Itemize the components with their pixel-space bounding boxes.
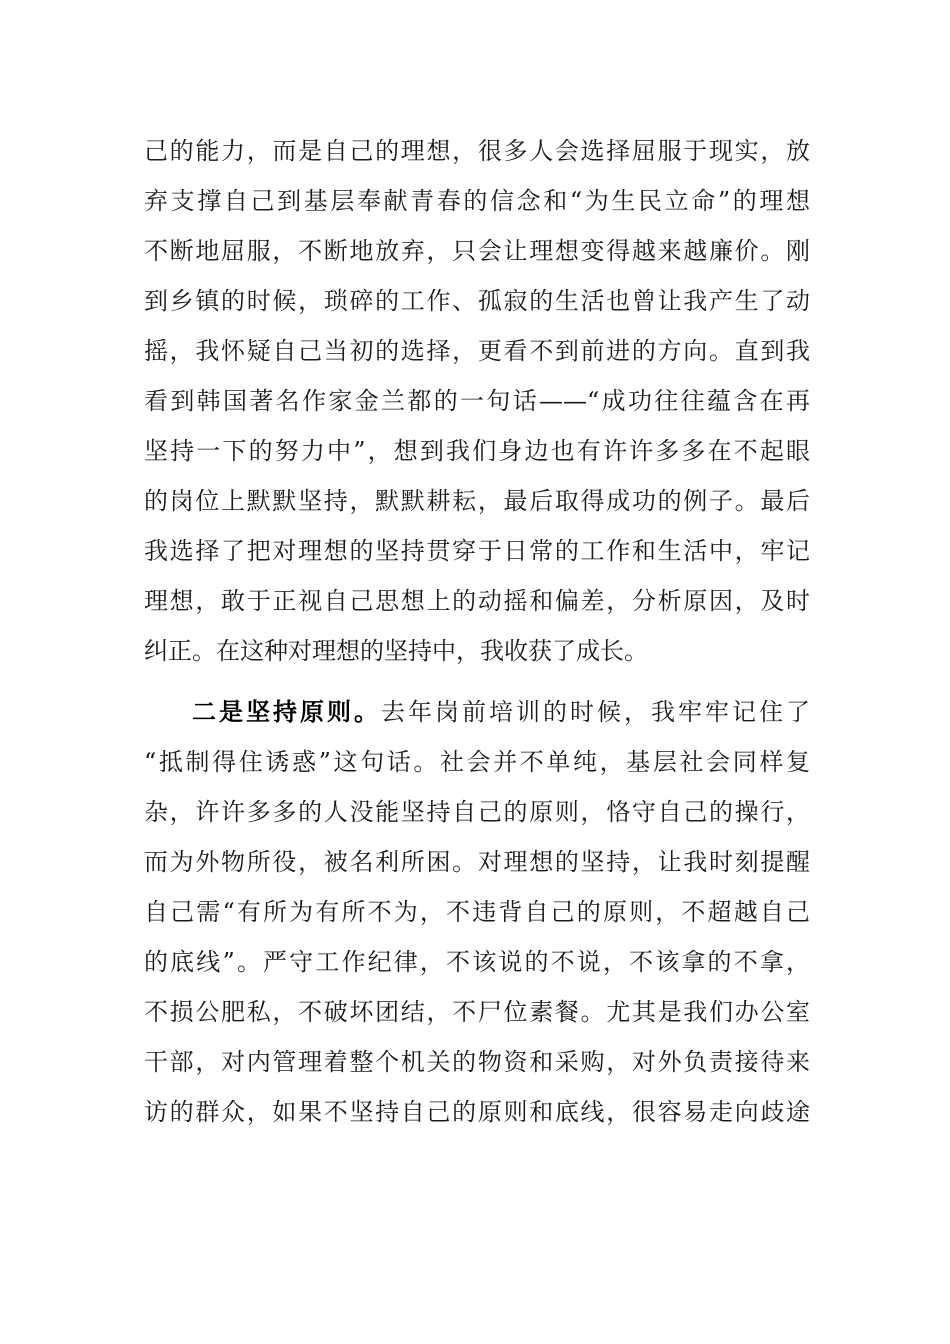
paragraph-principle — [144, 687, 810, 1137]
text-line: 而为外物所役，被名利所困。对理想的坚持，让我时刻提醒 — [144, 848, 810, 876]
text-line: 不断地屈服，不断地放弃，只会让理想变得越来越廉价。刚 — [144, 237, 810, 265]
text-line: 的岗位上默默坚持，默默耕耘，最后取得成功的例子。最后 — [144, 487, 810, 515]
paragraph-ideal — [144, 126, 810, 676]
text-line: 的底线”。严守工作纪律，不该说的不说，不该拿的不拿， — [144, 948, 810, 976]
text-line: 访的群众，如果不坚持自己的原则和底线，很容易走向歧途 — [144, 1098, 810, 1126]
text-line: 摇，我怀疑自己当初的选择，更看不到前进的方向。直到我 — [144, 337, 810, 365]
text-line: 弃支撑自己到基层奉献青春的信念和“为生民立命”的理想 — [144, 187, 810, 215]
section-heading: 二是坚持原则。 — [192, 697, 381, 726]
text-line: 己的能力，而是自己的理想，很多人会选择屈服于现实，放 — [144, 137, 810, 165]
text-line: 纠正。在这种对理想的坚持中，我收获了成长。 — [144, 637, 648, 665]
text-line: 杂，许许多多的人没能坚持自己的原则，恪守自己的操行， — [144, 798, 810, 826]
text-line: 看到韩国著名作家金兰都的一句话——“成功往往蕴含在再 — [144, 387, 810, 415]
text-line-rest: 去年岗前培训的时候，我牢牢记住了 — [381, 698, 810, 726]
text-line: 干部，对内管理着整个机关的物资和采购，对外负责接待来 — [144, 1048, 810, 1076]
text-line: 我选择了把对理想的坚持贯穿于日常的工作和生活中，牢记 — [144, 537, 810, 565]
text-line: “抵制得住诱惑”这句话。社会并不单纯，基层社会同样复 — [144, 748, 810, 776]
text-line: 自己需“有所为有所不为，不违背自己的原则，不超越自己 — [144, 898, 810, 926]
text-line-first — [144, 687, 810, 737]
text-line: 坚持一下的努力中”，想到我们身边也有许许多多在不起眼 — [144, 437, 810, 465]
text-line: 不损公肥私，不破坏团结，不尸位素餐。尤其是我们办公室 — [144, 998, 810, 1026]
text-line: 到乡镇的时候，琐碎的工作、孤寂的生活也曾让我产生了动 — [144, 287, 810, 315]
text-line: 理想，敢于正视自己思想上的动摇和偏差，分析原因，及时 — [144, 587, 810, 615]
